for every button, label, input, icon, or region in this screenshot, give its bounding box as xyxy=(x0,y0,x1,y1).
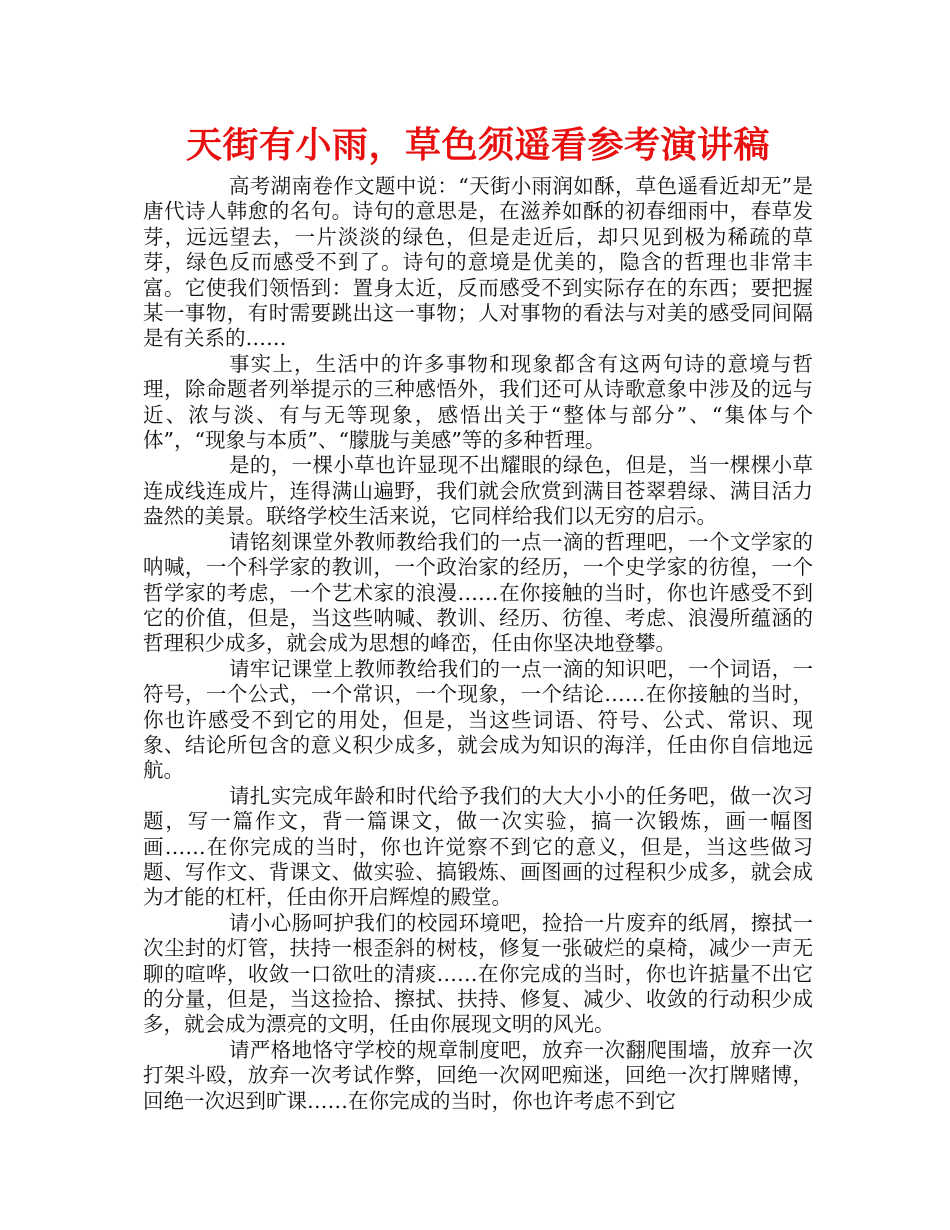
document-page xyxy=(143,118,813,1114)
paragraph-5: 请牢记课堂上教师教给我们的一点一滴的知识吧，一个词语，一符号，一个公式，一个常识，一个现象，一个结论……在你接触的当时，你也许感受不到它的用处，但是，当这些词语、符号、公式、常识、现象、结论所包含的意义积少成多，就会成为知识的海洋，任由你自信地远航。 xyxy=(143,656,813,783)
paragraph-6: 请扎实完成年龄和时代给予我们的大大小小的任务吧，做一次习题，写一篇作文，背一篇课文，做一次实验，搞一次锻炼，画一幅图画……在你完成的当时，你也许觉察不到它的意义，但是，当这些做习题、写作文、背课文、做实验、搞锻炼、画图画的过程积少成多，就会成为才能的杠杆，任由你开启辉煌的殿堂。 xyxy=(143,783,813,910)
paragraph-8: 请严格地恪守学校的规章制度吧，放弃一次翻爬围墙，放弃一次打架斗殴，放弃一次考试作弊，回绝一次网吧痴迷，回绝一次打牌赌博，回绝一次迟到旷课……在你完成的当时，你也许考虑不到它 xyxy=(143,1037,813,1113)
document-title: 天街有小雨，草色须遥看参考演讲稿 xyxy=(185,125,770,166)
paragraph-2: 事实上，生活中的许多事物和现象都含有这两句诗的意境与哲理，除命题者列举提示的三种感悟外，我们还可从诗歌意象中涉及的远与近、浓与淡、有与无等现象，感悟出关于“整体与部分”、“集体与个体”，“现象与本质”、“朦胧与美感”等的多种哲理。 xyxy=(143,351,813,453)
paragraph-1: 高考湖南卷作文题中说：“天街小雨润如酥，草色遥看近却无”是唐代诗人韩愈的名句。诗句的意思是，在滋养如酥的初春细雨中，春草发芽，远远望去，一片淡淡的绿色，但是走近后，却只见到极为稀疏的草芽，绿色反而感受不到了。诗句的意境是优美的，隐含的哲理也非常丰富。它使我们领悟到：置身太近，反而感受不到实际存在的东西；要把握某一事物，有时需要跳出这一事物；人对事物的看法与对美的感受同间隔是有关系的…… xyxy=(143,174,813,351)
paragraph-3: 是的，一棵小草也许显现不出耀眼的绿色，但是，当一棵棵小草连成线连成片，连得满山遍野，我们就会欣赏到满目苍翠碧绿、满目活力盎然的美景。联络学校生活来说，它同样给我们以无穷的启示。 xyxy=(143,453,813,529)
paragraph-7: 请小心肠呵护我们的校园环境吧，捡拾一片废弃的纸屑，擦拭一次尘封的灯管，扶持一根歪斜的树枝，修复一张破烂的桌椅，减少一声无聊的喧哗，收敛一口欲吐的清痰……在你完成的当时，你也许掂量不出它的分量，但是，当这捡拾、擦拭、扶持、修复、减少、收敛的行动积少成多，就会成为漂亮的文明，任由你展现文明的风光。 xyxy=(143,910,813,1037)
paragraph-4: 请铭刻课堂外教师教给我们的一点一滴的哲理吧，一个文学家的呐喊，一个科学家的教训，一个政治家的经历，一个史学家的彷徨，一个哲学家的考虑，一个艺术家的浪漫……在你接触的当时，你也许感受不到它的价值，但是，当这些呐喊、教训、经历、彷徨、考虑、浪漫所蕴涵的哲理积少成多，就会成为思想的峰峦，任由你坚决地登攀。 xyxy=(143,529,813,656)
